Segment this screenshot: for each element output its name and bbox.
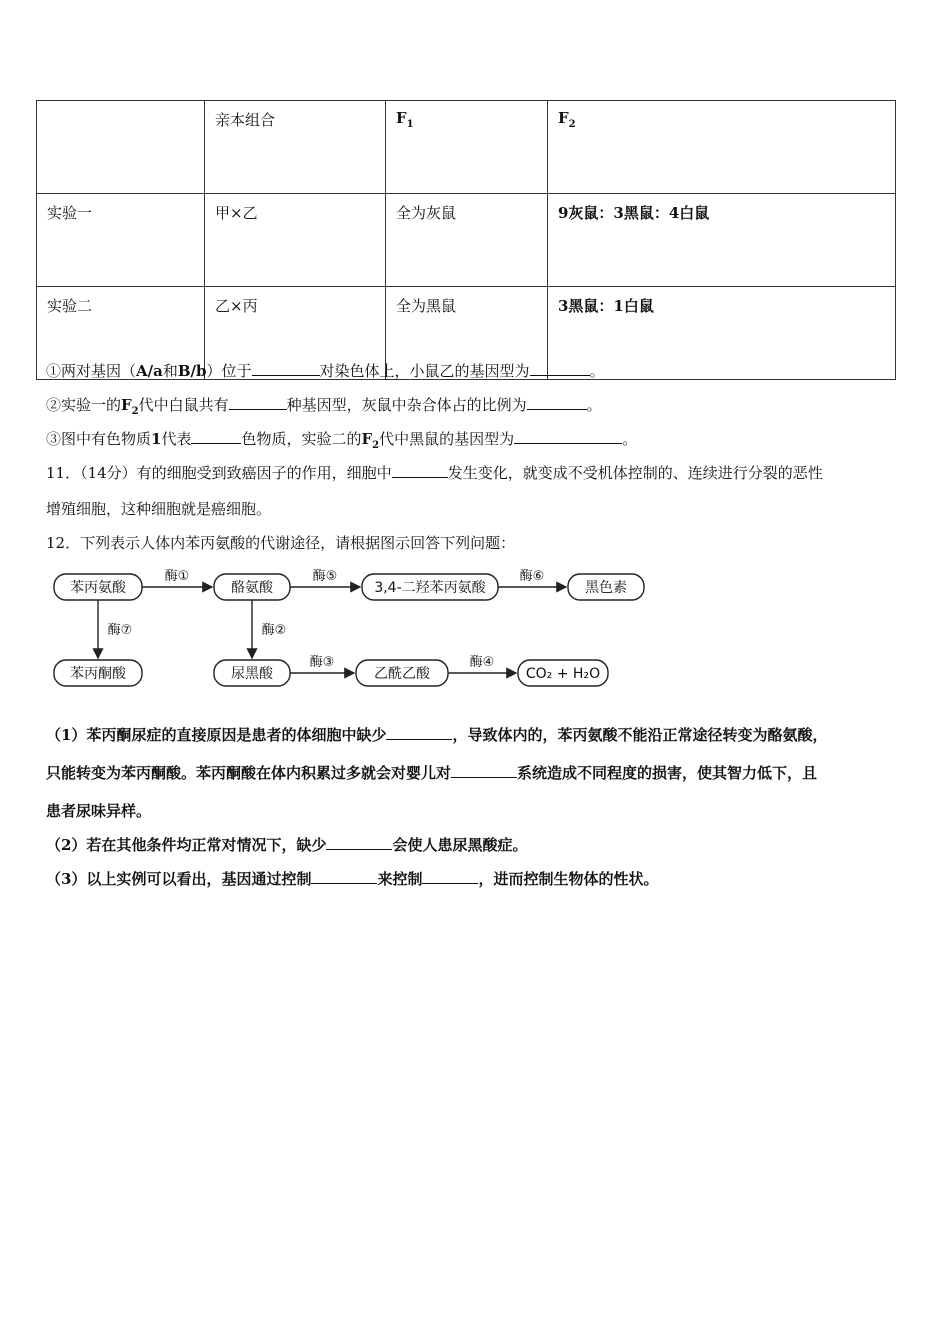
header-cell-parents: 亲本组合	[205, 101, 386, 194]
q12-part2: （2）若在其他条件均正常对情况下，缺少 会使人患尿黑酸症。	[46, 836, 528, 854]
row-label: 实验二	[37, 287, 205, 380]
row-f1: 全为黑鼠	[386, 287, 548, 380]
q10-item-2: ②实验一的$F_2$代中白鼠共有 种基因型，灰鼠中杂合体占的比例为 。	[46, 396, 602, 417]
row-cross: 甲×乙	[205, 194, 386, 287]
answer-blank[interactable]	[392, 463, 448, 478]
answer-blank[interactable]	[386, 725, 452, 740]
header-cell-f2: $F_2$	[548, 101, 896, 194]
node-dopa: 3,4-二羟苯丙氨酸	[374, 580, 486, 596]
q11-line-2: 增殖细胞，这种细胞就是癌细胞。	[46, 500, 272, 518]
header-cell-f1: $F_1$	[386, 101, 548, 194]
node-tyrosine: 酪氨酸	[231, 580, 273, 596]
enzyme-label-7: 酶⑦	[107, 623, 133, 638]
q12-part1-line2: 只能转变为苯丙酮酸。苯丙酮酸在体内积累过多就会对婴儿对 系统造成不同程度的损害，使其智力低下，且	[46, 764, 818, 782]
row-cross: 乙×丙	[205, 287, 386, 380]
answer-blank[interactable]	[514, 429, 622, 444]
metabolism-pathway-diagram	[50, 560, 650, 695]
enzyme-label-3: 酶③	[309, 655, 335, 670]
answer-blank[interactable]	[422, 869, 478, 884]
answer-blank[interactable]	[451, 763, 517, 778]
enzyme-label-2: 酶②	[261, 623, 287, 638]
enzyme-label-4: 酶④	[469, 655, 495, 670]
answer-blank[interactable]	[191, 429, 241, 444]
answer-blank[interactable]	[229, 395, 287, 410]
answer-blank[interactable]	[252, 361, 320, 376]
q12-part1-line3: 患者尿味异样。	[46, 802, 152, 820]
node-phenylalanine: 苯丙氨酸	[70, 580, 126, 596]
row-f2: 9灰鼠：3黑鼠：4白鼠	[548, 194, 896, 287]
answer-blank[interactable]	[527, 395, 587, 410]
node-phenylpyruvate: 苯丙酮酸	[70, 666, 126, 682]
q10-item-3: ③图中有色物质1代表 色物质，实验二的$F_2$代中黑鼠的基因型为 。	[46, 430, 638, 451]
answer-blank[interactable]	[326, 835, 392, 850]
table-row	[37, 194, 896, 287]
q12-part1-line1: （1）苯丙酮尿症的直接原因是患者的体细胞中缺少 ，导致体内的，苯丙氨酸不能沿正常途径转变为酪氨酸，	[46, 726, 828, 744]
node-melanin: 黑色素	[585, 580, 627, 596]
node-homogentisate: 尿黑酸	[231, 666, 273, 682]
table-header-row	[37, 101, 896, 194]
enzyme-label-1: 酶①	[164, 569, 190, 584]
q10-item-1: ①两对基因（A/a和B/b）位于 对染色体上，小鼠乙的基因型为 。	[46, 362, 605, 380]
node-co2-h2o: CO₂ + H₂O	[525, 666, 601, 682]
row-f1: 全为灰鼠	[386, 194, 548, 287]
row-label: 实验一	[37, 194, 205, 287]
q12-part3: （3）以上实例可以看出，基因通过控制 来控制 ，进而控制生物体的性状。	[46, 870, 659, 888]
q12-stem: 12．下列表示人体内苯丙氨酸的代谢途径，请根据图示回答下列问题：	[46, 534, 516, 552]
node-acetoacetate: 乙酰乙酸	[374, 666, 430, 682]
answer-blank[interactable]	[530, 361, 590, 376]
experiment-table	[36, 100, 896, 380]
answer-blank[interactable]	[311, 869, 377, 884]
enzyme-label-6: 酶⑥	[519, 569, 545, 584]
header-cell-empty	[37, 101, 205, 194]
enzyme-label-5: 酶⑤	[312, 569, 338, 584]
q11-line-1: 11．（14分）有的细胞受到致癌因子的作用，细胞中 发生变化，就变成不受机体控制的、连续进行分裂的恶性	[46, 464, 823, 482]
row-f2: 3黑鼠：1白鼠	[548, 287, 896, 380]
